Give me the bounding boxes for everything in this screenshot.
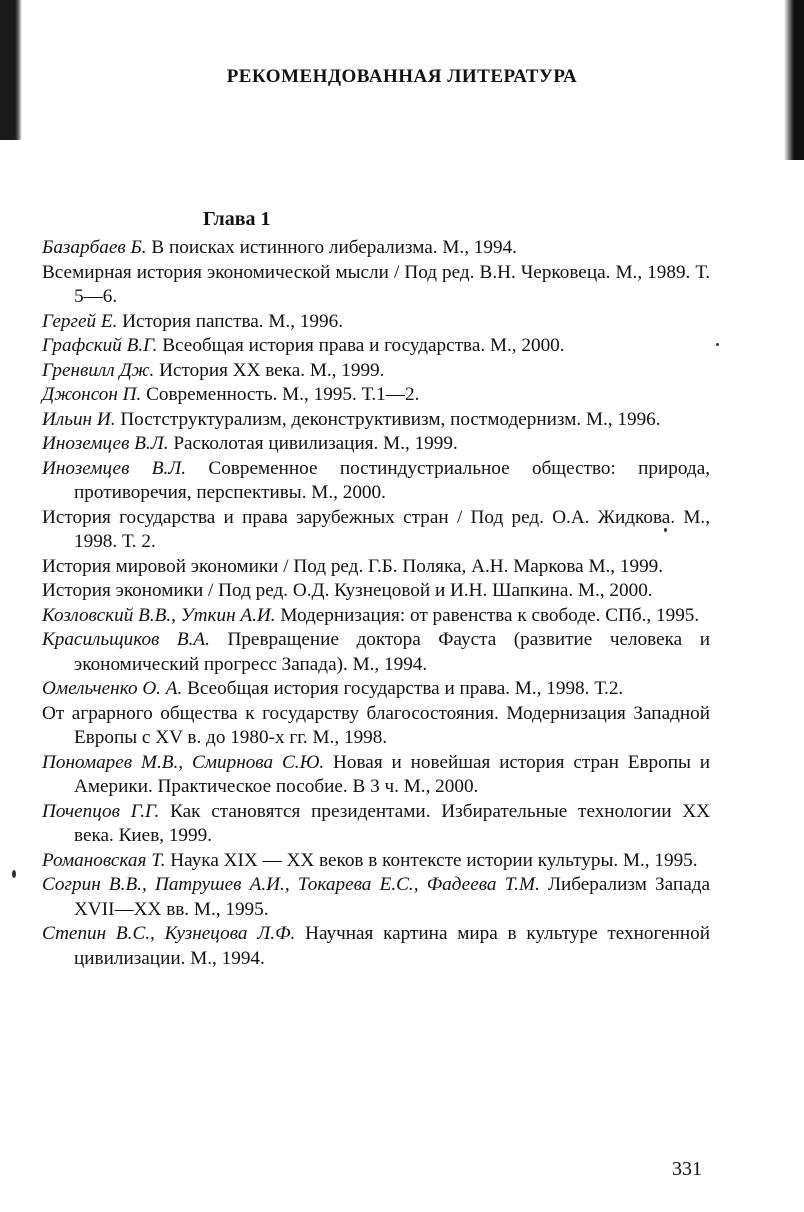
entry-text: Постструктурализм, деконструктивизм, постмодернизм. М., 1996. [115, 408, 661, 430]
entry-author: Красильщиков В.А. [42, 629, 210, 650]
entry-author: Иноземцев В.Л. [42, 433, 169, 454]
entry-text: От аграрного общества к государству благосостояния. Модернизация Западной Европы с XV в. до 1980-х гг. М., 1998. [42, 702, 710, 748]
entry-text: История мировой экономики / Под ред. Г.Б. Поляка, А.Н. Маркова М., 1999. [42, 555, 664, 577]
entry-author: Базарбаев Б. [42, 237, 147, 258]
entry-text: Модернизация: от равенства к свободе. СПб., 1995. [275, 604, 700, 626]
entry-author: Почепцов Г.Г. [42, 800, 160, 822]
list-item [42, 359, 710, 384]
chapter-heading: Глава 1 [203, 208, 271, 230]
running-title: РЕКОМЕНДОВАННАЯ ЛИТЕРАТУРА [226, 66, 578, 87]
list-item [42, 555, 710, 580]
entry-text: История государства и права зарубежных стран / Под ред. О.А. Жидкова. М., 1998. Т. 2. [42, 506, 710, 552]
scan-speck [12, 870, 16, 878]
list-item [42, 408, 710, 433]
list-item [42, 383, 710, 408]
list-item [42, 922, 710, 971]
entry-text: История экономики / Под ред. О.Д. Кузнецовой и И.Н. Шапкина. М., 2000. [42, 580, 653, 601]
entry-author: Графский В.Г. [42, 335, 158, 356]
entry-text: Современность. М., 1995. Т.1—2. [141, 384, 420, 405]
entry-text: Новая и новейшая история стран Европы и Америки. Практическое пособие. В 3 ч. М., 2000. [74, 751, 710, 797]
list-item [42, 432, 710, 457]
list-item [42, 261, 710, 310]
list-item [42, 604, 710, 629]
entry-author: Джонсон П. [42, 384, 142, 405]
entry-text: Всеобщая история государства и права. М., 1998. Т.2. [182, 678, 624, 699]
scan-speck [664, 528, 667, 532]
entry-text: Превращение доктора Фауста (развитие человека и экономический прогресс Запада). М., 1994. [74, 629, 710, 675]
list-item [42, 579, 710, 604]
list-item [42, 751, 710, 800]
list-item [42, 310, 710, 335]
list-item [42, 677, 710, 702]
entry-text: В поисках истинного либерализма. М., 1994. [146, 237, 517, 258]
bibliography-list [42, 236, 710, 971]
list-item [42, 457, 710, 506]
list-item [42, 849, 710, 874]
entry-author: Иноземцев В.Л. [42, 457, 187, 479]
entry-author: Романовская Т. [42, 849, 166, 871]
entry-author: Козловский В.В., Уткин А.И. [42, 604, 276, 626]
entry-text: История XX века. М., 1999. [154, 359, 385, 381]
list-item [42, 236, 710, 261]
list-item [42, 800, 710, 849]
entry-author: Гергей Е. [42, 310, 118, 332]
entry-text: Как становятся президентами. Избирательные технологии XX века. Киев, 1999. [74, 800, 710, 846]
entry-author: Согрин В.В., Патрушев А.И., Токарева Е.С., Фадеева Т.М. [42, 874, 540, 895]
entry-text: Расколотая цивилизация. М., 1999. [168, 433, 458, 454]
entry-text: Всемирная история экономической мысли / Под ред. В.Н. Черковеца. М., 1989. Т. 5—6. [42, 261, 710, 307]
list-item [42, 873, 710, 922]
scan-speck [716, 343, 719, 346]
entry-text: Научная картина мира в культуре техногенной цивилизации. М., 1994. [74, 923, 710, 969]
entry-author: Гренвилл Дж. [42, 359, 155, 381]
entry-text: История папства. М., 1996. [117, 310, 343, 332]
list-item [42, 334, 710, 359]
page-number: 331 [672, 1158, 702, 1180]
list-item [42, 506, 710, 555]
entry-text: Всеобщая история права и государства. М., 2000. [157, 335, 565, 356]
list-item [42, 702, 710, 751]
entry-author: Пономарев М.В., Смирнова С.Ю. [42, 751, 325, 773]
entry-author: Степин В.С., Кузнецова Л.Ф. [42, 923, 296, 944]
list-item [42, 628, 710, 677]
entry-author: Ильин И. [42, 408, 116, 430]
entry-text: Современное постиндустриальное общество: природа, противоречия, перспективы. М., 2000. [74, 457, 711, 503]
entry-text: Наука XIX — XX веков в контексте истории культуры. М., 1995. [165, 849, 698, 871]
entry-author: Омельченко О. А. [42, 678, 183, 699]
entry-text: Либерализм Запада XVII—XX вв. М., 1995. [74, 874, 710, 920]
